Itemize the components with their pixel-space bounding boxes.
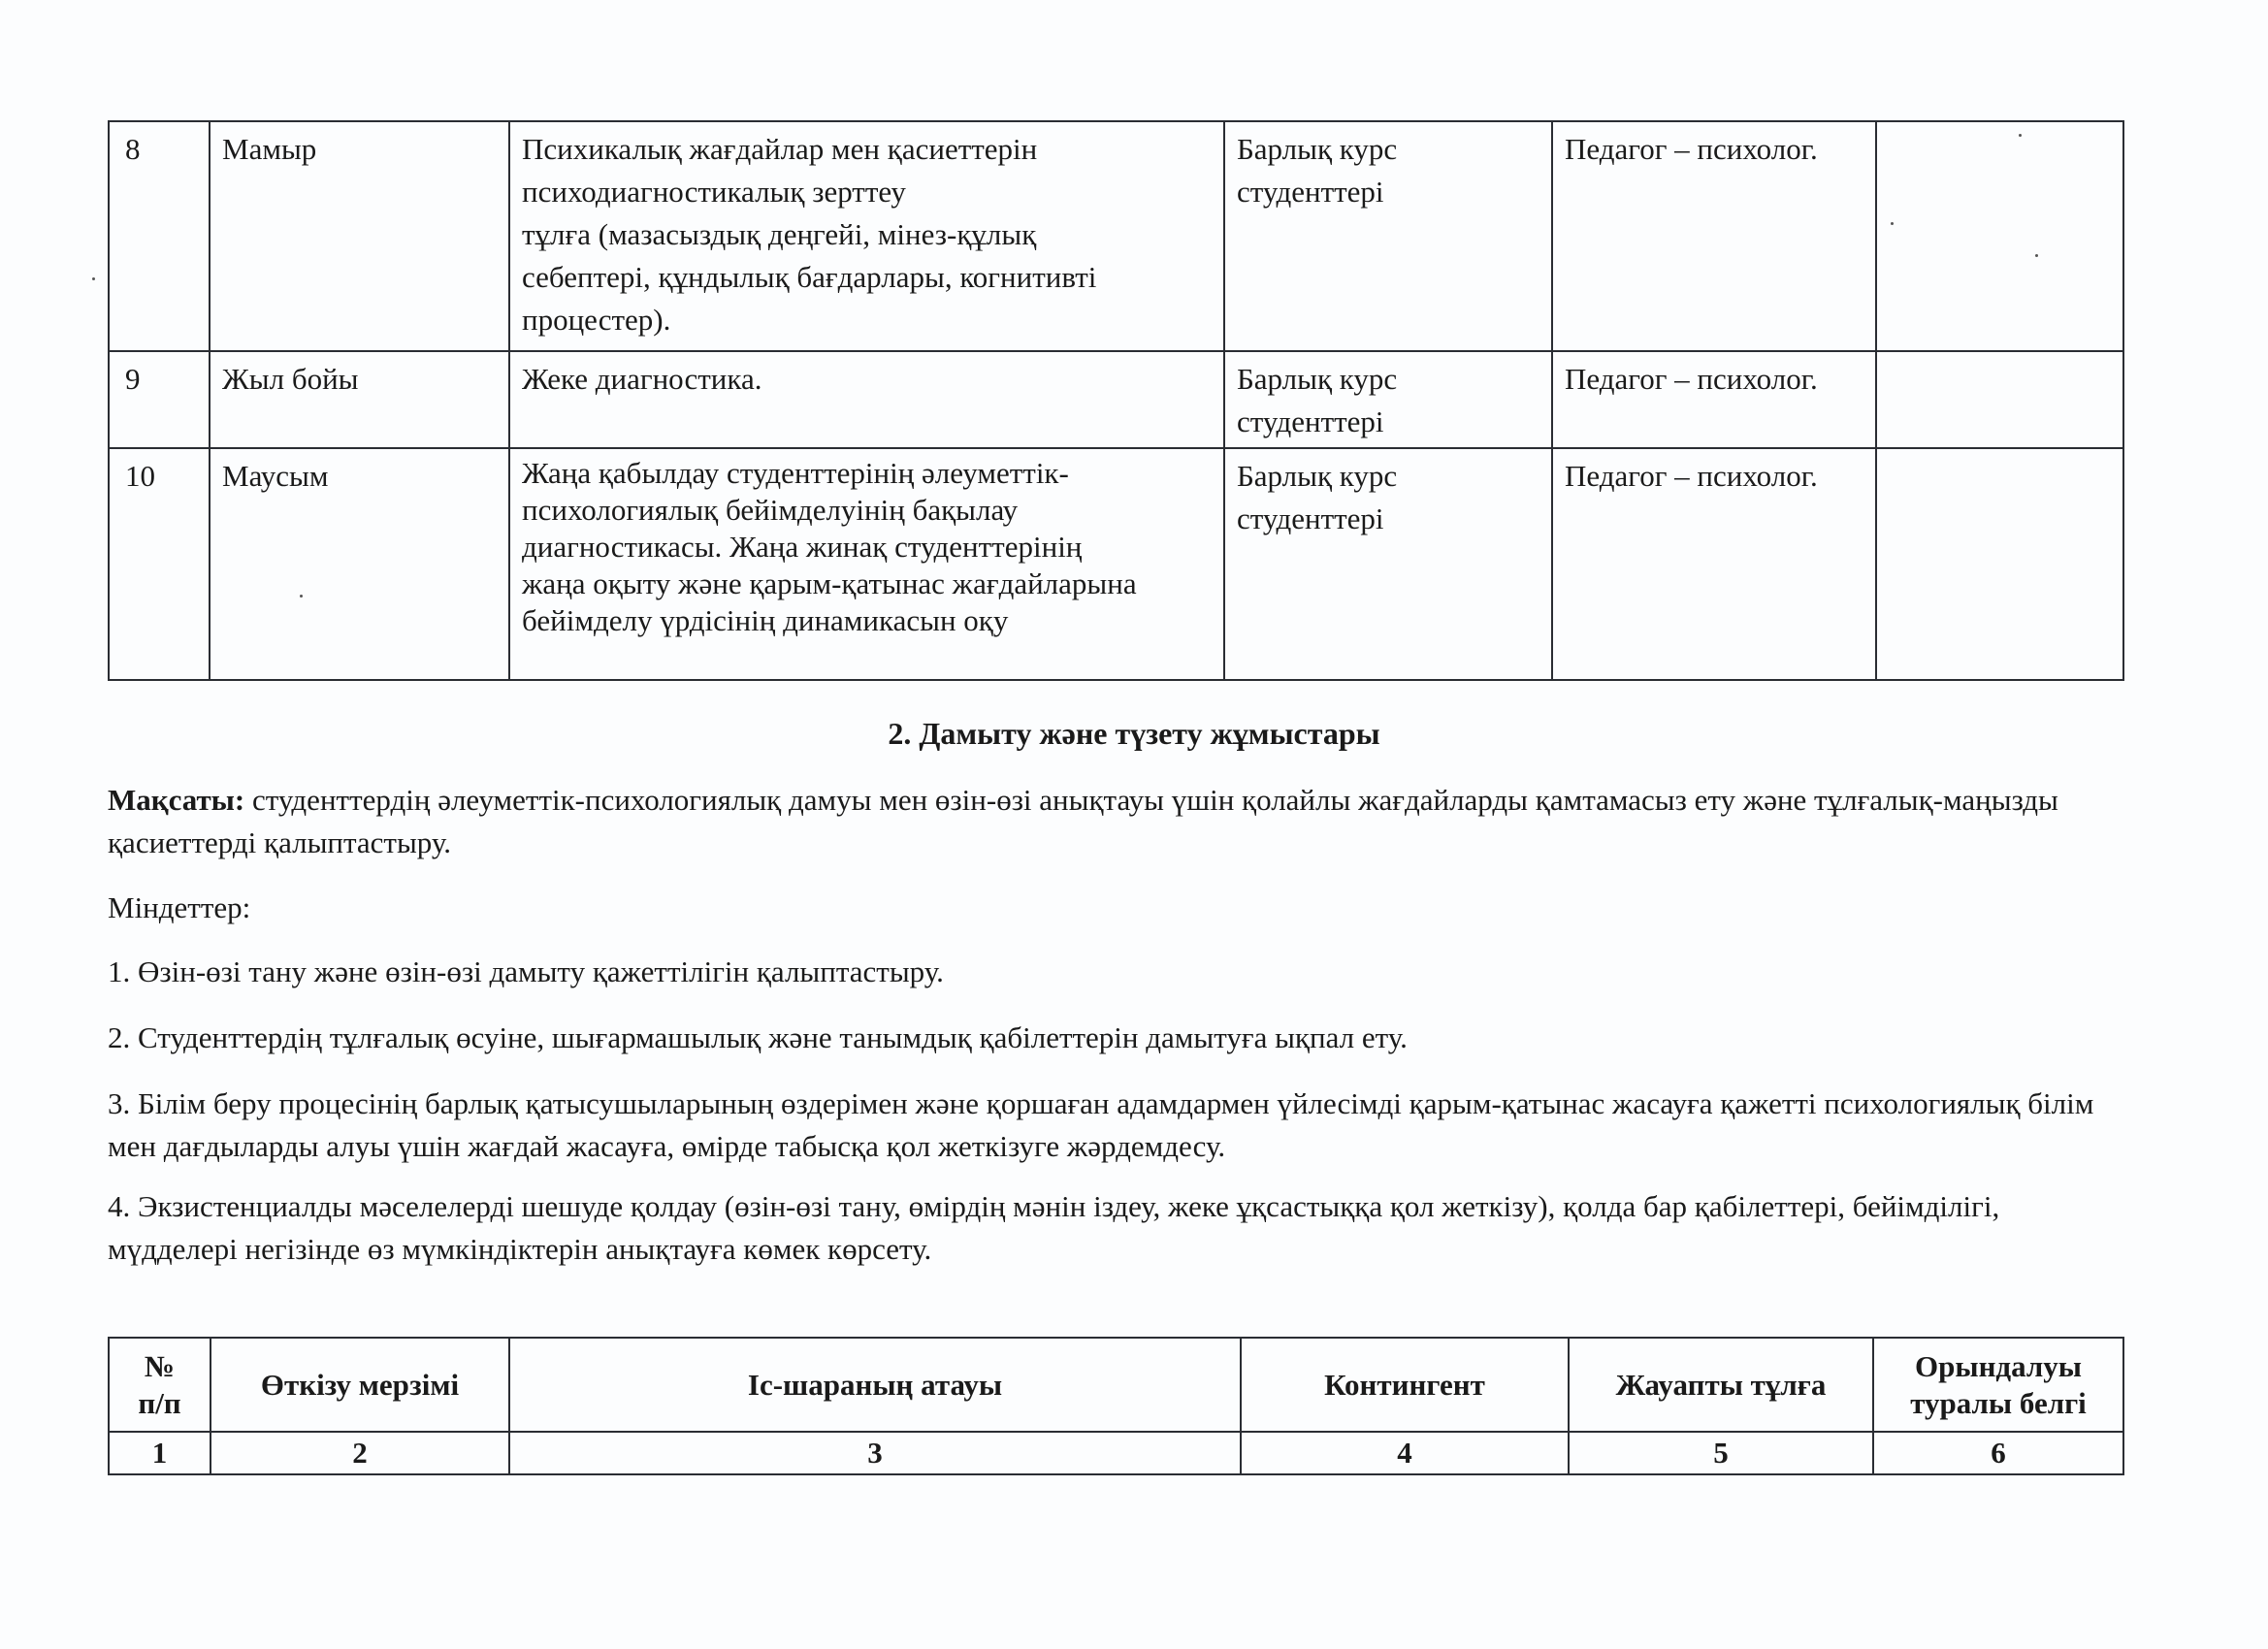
row-contingent xyxy=(1224,121,1552,351)
row-mark xyxy=(1876,351,2123,448)
task-item: 3. Білім беру процесінің барлық қатысушыларының өздерімен және қоршаған адамдармен үйлесімді қарым-қатынас жасауға қажетті психологиялық білім мен дағдыларды алуы үшін жағдай жасауға, өмірде табысқа қол жеткізуге жәрдемдесу. xyxy=(108,1086,2094,1163)
event-line: процестер). xyxy=(522,303,671,337)
row-number: 8 xyxy=(109,121,210,351)
table-row xyxy=(109,448,2123,680)
row-contingent xyxy=(1224,351,1552,448)
goal-text: студенттердің әлеуметтік-психологиялық дамуы мен өзін-өзі анықтауы үшін қолайлы жағдайларды қамтамасыз ету және тұлғалық-маңызды қасиеттерді қалыптастыру. xyxy=(108,783,2058,859)
task-item: 2. Студенттердің тұлғалық өсуіне, шығармашылық және танымдық қабілеттерін дамытуға ықпал ету. xyxy=(108,1020,1408,1054)
event-line: жаңа оқыту және қарым-қатынас жағдайларына xyxy=(522,566,1137,600)
column-index: 1 xyxy=(109,1432,211,1474)
contingent-line: студенттері xyxy=(1237,501,1384,535)
table-row xyxy=(109,121,2123,351)
event-line: психодиагностикалық зерттеу xyxy=(522,175,906,209)
table-row xyxy=(109,351,2123,448)
header-responsible: Жауапты тұлға xyxy=(1569,1338,1873,1432)
header-period: Өткізу мерзімі xyxy=(211,1338,509,1432)
goal-label: Мақсаты: xyxy=(108,783,245,817)
tasks-label: Міндеттер: xyxy=(108,890,251,924)
task-item: 4. Экзистенциалды мәселелерді шешуде қолдау (өзін-өзі тану, өмірдің мәнін іздеу, жеке ұқсастыққа қол жеткізу), қолда бар қабілеттері, бейімділігі, мүдделері негізінде өз мүмкіндіктерін анықтауға көмек көрсету. xyxy=(108,1189,2000,1266)
header-mark-line: туралы белгі xyxy=(1910,1385,2087,1420)
row-number: 9 xyxy=(109,351,210,448)
header-event: Іс-шараның атауы xyxy=(509,1338,1241,1432)
event-line: тұлға (мазасыздық деңгейі, мінез-құлық xyxy=(522,217,1037,251)
row-event xyxy=(509,121,1224,351)
scan-speck xyxy=(300,595,303,598)
event-line: Психикалық жағдайлар мен қасиеттерін xyxy=(522,132,1038,166)
activities-table-continued xyxy=(108,120,2124,681)
row-number: 10 xyxy=(109,448,210,680)
header-num-line: № xyxy=(144,1348,176,1383)
row-responsible: Педагог – психолог. xyxy=(1552,448,1876,680)
column-index: 4 xyxy=(1241,1432,1569,1474)
development-work-table xyxy=(108,1337,2124,1475)
row-mark xyxy=(1876,121,2123,351)
column-index: 5 xyxy=(1569,1432,1873,1474)
scan-speck xyxy=(2019,134,2022,137)
event-line: себептері, құндылық бағдарлары, когнитивті xyxy=(522,260,1097,294)
header-num xyxy=(109,1338,211,1432)
row-period: Маусым xyxy=(210,448,509,680)
row-period: Жыл бойы xyxy=(210,351,509,448)
event-line: Жеке диагностика. xyxy=(522,362,762,396)
header-num-line: п/п xyxy=(138,1385,181,1420)
column-index: 3 xyxy=(509,1432,1241,1474)
event-line: Жаңа қабылдау студенттерінің әлеуметтік- xyxy=(522,456,1069,490)
event-line: психологиялық бейімделуінің бақылау xyxy=(522,493,1019,527)
column-index: 2 xyxy=(211,1432,509,1474)
column-index: 6 xyxy=(1873,1432,2123,1474)
goal-paragraph xyxy=(108,779,2135,864)
row-event xyxy=(509,351,1224,448)
scan-speck xyxy=(2035,254,2038,257)
header-contingent: Контингент xyxy=(1241,1338,1569,1432)
table-header-row xyxy=(109,1338,2123,1432)
task-item: 1. Өзін-өзі тану және өзін-өзі дамыту қажеттілігін қалыптастыру. xyxy=(108,954,944,988)
header-mark xyxy=(1873,1338,2123,1432)
scan-speck xyxy=(1891,222,1894,225)
event-line: бейімделу үрдісінің динамикасын оқу xyxy=(522,603,1009,637)
row-mark xyxy=(1876,448,2123,680)
row-responsible: Педагог – психолог. xyxy=(1552,121,1876,351)
row-period: Мамыр xyxy=(210,121,509,351)
row-responsible: Педагог – психолог. xyxy=(1552,351,1876,448)
scan-speck xyxy=(92,277,95,280)
contingent-line: Барлық курс xyxy=(1237,459,1398,493)
event-line: диагностикасы. Жаңа жинақ студенттерінің xyxy=(522,530,1083,564)
header-mark-line: Орындалуы xyxy=(1915,1348,2082,1383)
section-heading: 2. Дамыту және түзету жұмыстары xyxy=(888,716,1380,751)
row-contingent xyxy=(1224,448,1552,680)
column-index-row xyxy=(109,1432,2123,1474)
row-event xyxy=(509,448,1224,680)
contingent-line: Барлық курс xyxy=(1237,362,1398,396)
contingent-line: Барлық курс xyxy=(1237,132,1398,166)
contingent-line: студенттері xyxy=(1237,404,1384,438)
contingent-line: студенттері xyxy=(1237,175,1384,209)
